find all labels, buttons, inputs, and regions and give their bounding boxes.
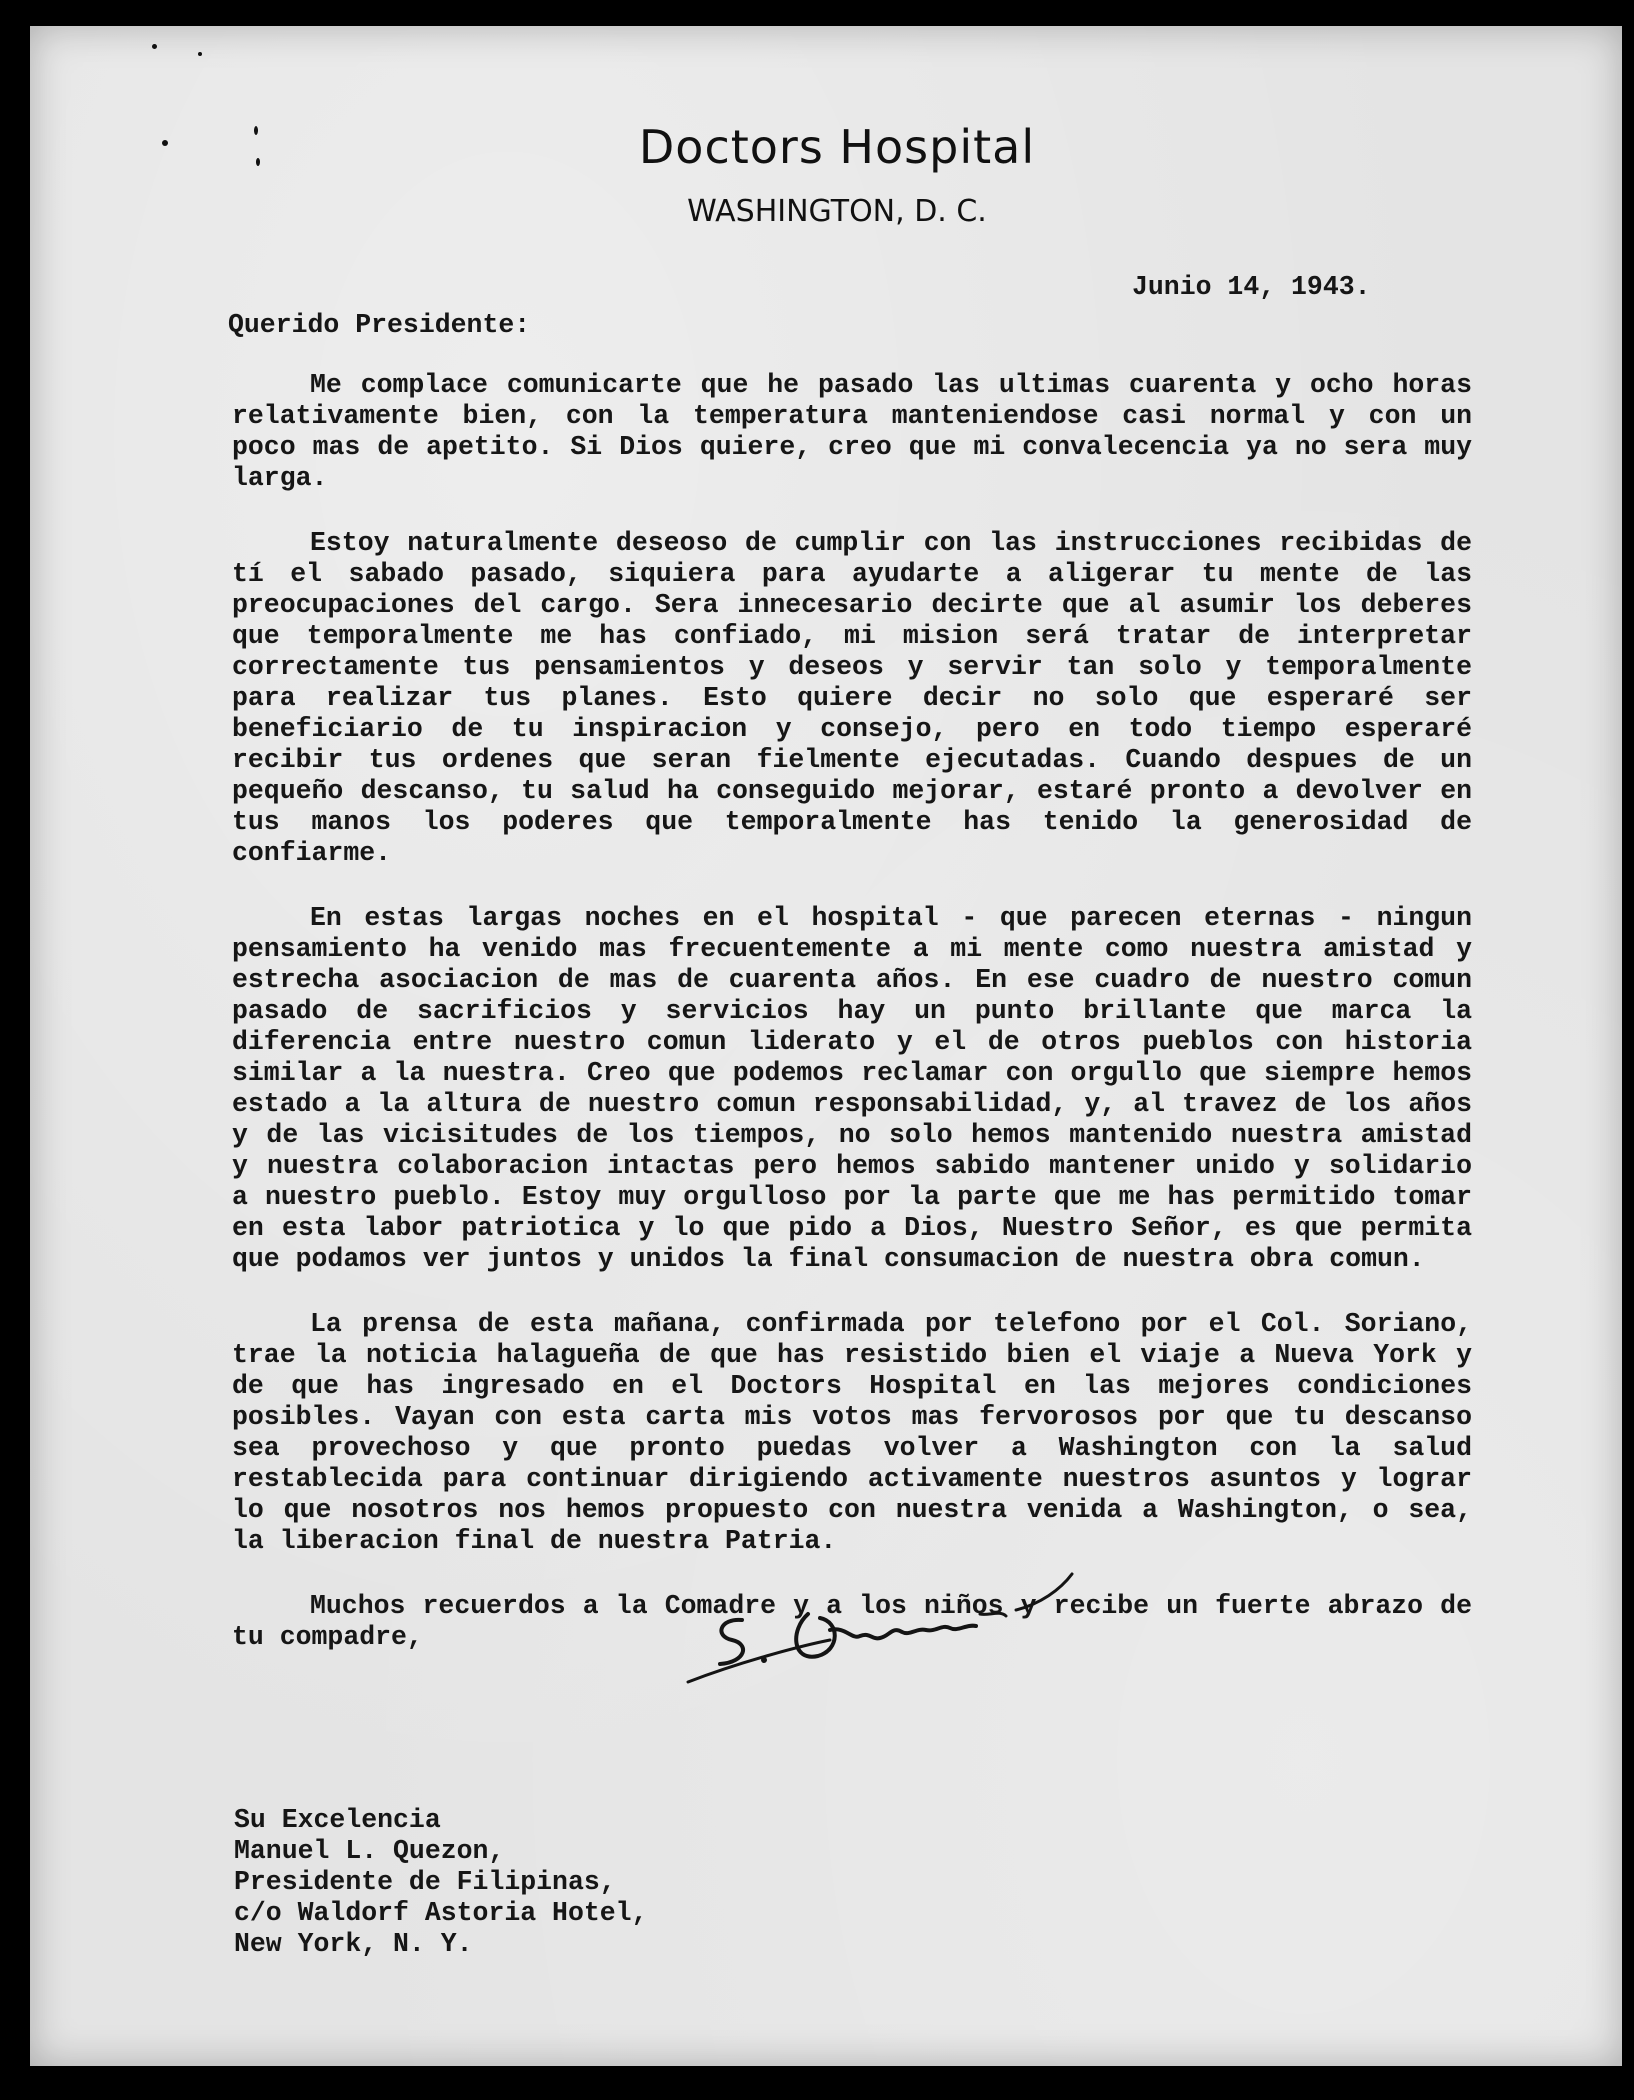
body-paragraph-1: Me complace comunicarte que he pasado las ultimas cuarenta y ocho horas relativamente bien, con la temperatura manteniendose casi normal y con un poco mas de apetito. Si Dios quiere, creo que mi convalecencia ya no sera muy larga. (232, 370, 1472, 493)
scan-speck (198, 52, 202, 56)
letter-date: Junio 14, 1943. (1132, 272, 1371, 302)
signature-drawing (680, 1570, 1120, 1690)
addressee-line-1: Su Excelencia (234, 1805, 441, 1835)
letterhead-city: WASHINGTON, D. C. (687, 194, 987, 229)
letter-body (232, 370, 1472, 1687)
salutation: Querido Presidente: (228, 310, 531, 340)
addressee-line-4: c/o Waldorf Astoria Hotel, (234, 1898, 648, 1928)
addressee-line-5: New York, N. Y. (234, 1929, 473, 1959)
handwritten-signature (680, 1570, 1120, 1690)
body-paragraph-2: Estoy naturalmente deseoso de cumplir con las instrucciones recibidas de tí el sabado pasado, siquiera para ayudarte a aligerar tu mente de las preocupaciones del cargo. Sera innecesario decirte que al asumir los deberes que temporalmente me has confiado, mi mision será tratar de interpretar correctamente tus pensamientos y deseos y servir tan solo y temporalmente para realizar tus planes. Esto quiere decir no solo que esperaré ser beneficiario de tu inspiracion y consejo, pero en todo tiempo esperaré recibir tus ordenes que seran fielmente ejecutadas. Cuando despues de un pequeño descanso, tu salud ha conseguido mejorar, estaré pronto a devolver en tus manos los poderes que temporalmente has tenido la generosidad de confiarme. (232, 528, 1472, 868)
closing-paragraph: Muchos recuerdos a la Comadre y a los niños y recibe un fuerte abrazo de tu compadre, (232, 1591, 1472, 1652)
addressee-line-3: Presidente de Filipinas, (234, 1867, 616, 1897)
addressee-block (234, 1805, 647, 1960)
scan-speck (152, 44, 157, 49)
body-paragraph-4: La prensa de esta mañana, confirmada por telefono por el Col. Soriano, trae la noticia halagueña de que has resistido bien el viaje a Nueva York y de que has ingresado en el Doctors Hospital en las mejores condiciones posibles. Vayan con esta carta mis votos mas fervorosos por que tu descanso sea provechoso y que pronto puedas volver a Washington con la salud restablecida para continuar dirigiendo activamente nuestros asuntos y lograr lo que nosotros nos hemos propuesto con nuestra venida a Washington, o sea, la liberacion final de nuestra Patria. (232, 1309, 1472, 1556)
body-paragraph-3: En estas largas noches en el hospital - que parecen eternas - ningun pensamiento ha venido mas frecuentemente a mi mente como nuestra amistad y estrecha asociacion de mas de cuarenta años. En ese cuadro de nuestro comun pasado de sacrificios y servicios hay un punto brillante que marca la diferencia entre nuestro comun liderato y el de otros pueblos con historia similar a la nuestra. Creo que podemos reclamar con orgullo que siempre hemos estado a la altura de nuestro comun responsabilidad, y, al travez de los años y de las vicisitudes de los tiempos, no solo hemos mantenido nuestra amistad y nuestra colaboracion intactas pero hemos sabido mantener unido y solidario a nuestro pueblo. Estoy muy orgulloso por la parte que me has permitido tomar en esta labor patriotica y lo que pido a Dios, Nuestro Señor, es que permita que podamos ver juntos y unidos la final consumacion de nuestra obra comun. (232, 903, 1472, 1274)
letterhead-hospital-name: Doctors Hospital (638, 120, 1036, 174)
addressee-line-2: Manuel L. Quezon, (234, 1836, 505, 1866)
